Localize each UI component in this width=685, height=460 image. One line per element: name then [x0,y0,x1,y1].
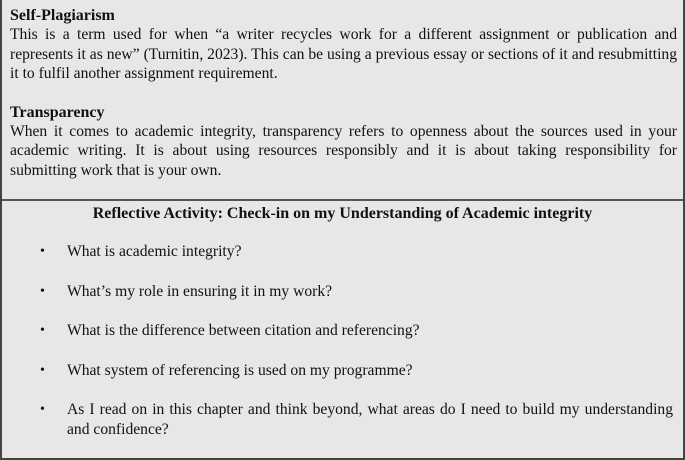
list-item [10,361,675,381]
question-list [10,242,675,439]
question-text: What system of referencing is used on my programme? [67,361,413,379]
list-item [10,400,675,439]
definitions-section [2,0,683,199]
self-plagiarism-heading: Self-Plagiarism [10,7,115,24]
transparency-heading: Transparency [10,103,105,121]
reflective-activity-section [2,201,683,458]
list-item [10,282,675,302]
question-text: As I read on in this chapter and think beyond, what areas do I need to build my understanding and confidence? [67,401,673,438]
bullet-icon: • [40,323,45,338]
question-text: What’s my role in ensuring it in my work? [67,282,333,300]
reflective-activity-title: Reflective Activity: Check-in on my Understanding of Academic integrity [92,205,593,222]
bullet-icon: • [40,244,45,259]
question-text: What is the difference between citation and referencing? [67,322,420,339]
bullet-icon: • [40,283,45,299]
transparency-body: When it comes to academic integrity, transparency refers to openness about the sources used in your academic writing. It is about using resources responsibly and it is about taking responsibility for submitting work that is your own. [10,122,677,179]
spacer [10,84,677,103]
bullet-icon: • [40,402,45,417]
list-item [10,242,675,262]
question-text: What is academic integrity? [67,243,242,260]
list-item [10,321,675,341]
self-plagiarism-body: This is a term used for when “a writer recycles work for a different assignment or publication and represents it as new” (Turnitin, 2023). This can be using a previous essay or sections of it and resubmitting it to fulfil another assignment requirement. [10,26,677,82]
bullet-icon: • [40,362,45,378]
